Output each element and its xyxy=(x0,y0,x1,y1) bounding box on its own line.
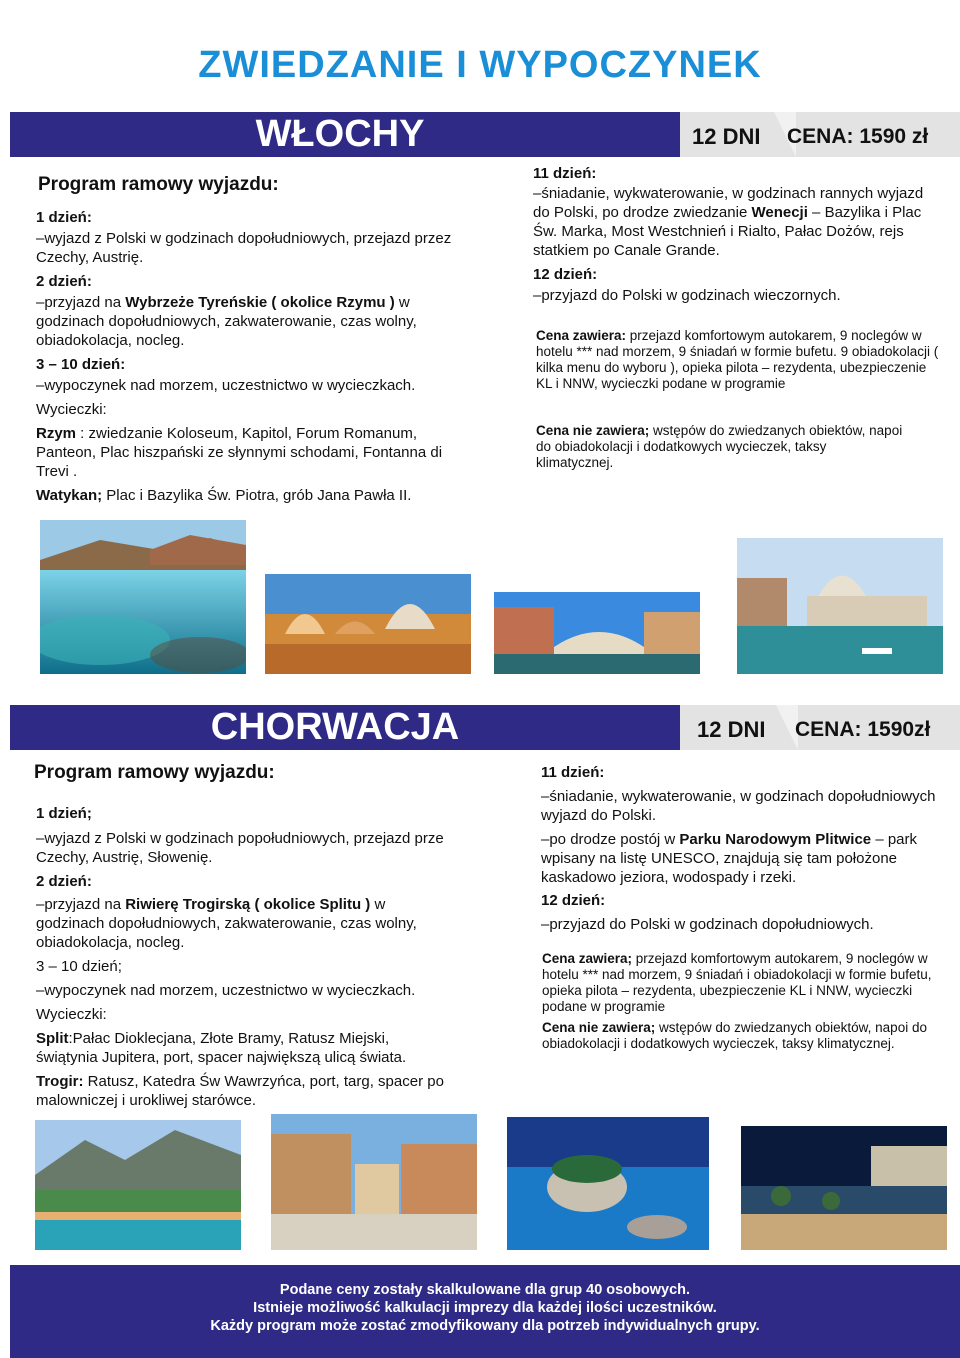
croatia-plitvice-text: –po drodze postój w Parku Narodowym Plitwice – park wpisany na listę UNESCO, znajdują się tam położone kaskadowo jeziora, wodospady i rzeki. xyxy=(541,831,918,886)
italy-vatican-text: Watykan; Plac i Bazylika Św. Piotra, grób Jana Pawła II. xyxy=(36,487,412,504)
italy-rome-text: Rzym : zwiedzanie Koloseum, Kapitol, Forum Romanum, Panteon, Plac hiszpański ze słynnymi schodami, Fontanna di Trevi . xyxy=(36,425,443,480)
italy-days: 12 DNI xyxy=(692,124,761,149)
croatia-price-excludes: Cena nie zawiera; wstępów do zwiedzanych obiektów, napoi do obiadokolacji i dodatkowych wycieczek, taksy klimatycznej. xyxy=(542,1020,927,1051)
croatia-day12-text: –przyjazd do Polski w godzinach dopołudniowych. xyxy=(541,916,874,933)
croatia-day11-text: –śniadanie, wykwaterowanie, w godzinach dopołudniowych wyjazd do Polski. xyxy=(541,788,936,824)
croatia-program-heading: Program ramowy wyjazdu: xyxy=(34,762,275,783)
footer-line-1: Podane ceny zostały skalkulowane dla grup 40 osobowych. xyxy=(279,1282,691,1298)
croatia-split-text: Split:Pałac Dioklecjana, Złote Bramy, Ratusz Miejski, świątynia Jupitera, port, spacer największą ulicą świata. xyxy=(36,1030,407,1066)
croatia-country-title: CHORWACJA xyxy=(210,706,460,748)
italy-photo-rome xyxy=(265,574,471,674)
italy-day11-label: 11 dzień: xyxy=(533,165,597,182)
italy-day1-text: –wyjazd z Polski w godzinach dopołudniowych, przejazd przez Czechy, Austrię. xyxy=(36,230,452,266)
croatia-day1-text: –wyjazd z Polski w godzinach popołudniowych, przejazd prze Czechy, Austrię, Słowenię. xyxy=(36,830,444,866)
italy-day3-label: 3 – 10 dzień: xyxy=(36,356,126,373)
italy-day11-text: –śniadanie, wykwaterowanie, w godzinach rannych wyjazd do Polski, po drodze zwiedzanie Wenecji – Bazylika i Plac Św. Marka, Most Westchnień i Rialto, Pałac Dożów, rejs statkiem po Canale Grande. xyxy=(533,185,924,259)
italy-day3-text: –wypoczynek nad morzem, uczestnictwo w wycieczkach. xyxy=(36,377,416,394)
croatia-day11-label: 11 dzień: xyxy=(541,764,605,781)
italy-price: CENA: 1590 zł xyxy=(787,125,929,148)
footer-banner xyxy=(10,1265,960,1358)
footer-line-2: Istnieje możliwość kalkulacji imprezy dla każdej ilości uczestników. xyxy=(253,1300,717,1316)
footer-line-3: Każdy program może zostać zmodyfikowany dla potrzeb indywidualnych grupy. xyxy=(210,1318,760,1334)
italy-program-right xyxy=(533,164,933,305)
italy-program-left xyxy=(36,208,456,505)
croatia-photo-promenade xyxy=(741,1126,947,1250)
croatia-days: 12 DNI xyxy=(697,717,766,742)
italy-price-includes: Cena zawiera: przejazd komfortowym autokarem, 9 noclegów w hotelu *** nad morzem, 9 śniadań w formie bufetu. 9 obiadokolacji ( kilka menu do wyboru ), opieka pilota – rezydenta, ubezpieczenie KL i NNW, wycieczki podane w programie xyxy=(536,328,939,391)
croatia-photo-beach xyxy=(35,1120,241,1250)
croatia-photo-split xyxy=(271,1114,477,1250)
italy-photo-rialto xyxy=(494,592,700,674)
croatia-day1-label: 1 dzień; xyxy=(36,805,92,822)
italy-photo-venice xyxy=(737,538,943,674)
italy-day2-label: 2 dzień: xyxy=(36,273,92,290)
croatia-day12-label: 12 dzień: xyxy=(541,892,606,909)
croatia-program-right xyxy=(541,763,951,934)
croatia-day2-text: –przyjazd na Riwierę Trogirską ( okolice Splitu ) w godzinach dopołudniowych, zakwaterowanie, czas wolny, obiadokolacja, nocleg. xyxy=(36,896,417,951)
italy-day12-text: –przyjazd do Polski w godzinach wieczornych. xyxy=(533,287,841,304)
croatia-day3-label: 3 – 10 dzień; xyxy=(36,958,122,975)
italy-excursions-label: Wycieczki: xyxy=(36,401,107,418)
italy-country-title: WŁOCHY xyxy=(255,113,425,155)
croatia-trogir-text: Trogir: Ratusz, Katedra Św Wawrzyńca, port, targ, spacer po malowniczej i urokliwej starówce. xyxy=(36,1073,444,1109)
italy-photo-coast xyxy=(40,520,246,674)
croatia-price: CENA: 1590zł xyxy=(795,718,931,741)
croatia-program-left xyxy=(36,804,446,1110)
italy-day1-label: 1 dzień: xyxy=(36,209,92,226)
italy-price-excludes: Cena nie zawiera; wstępów do zwiedzanych obiektów, napoi do obiadokolacji i dodatkowych wycieczek, taksy klimatycznej. xyxy=(536,423,903,470)
croatia-day2-label: 2 dzień: xyxy=(36,873,92,890)
page-title: ZWIEDZANIE I WYPOCZYNEK xyxy=(198,44,762,86)
italy-program-heading: Program ramowy wyjazdu: xyxy=(38,174,279,195)
croatia-excursions-label: Wycieczki: xyxy=(36,1006,107,1023)
italy-day12-label: 12 dzień: xyxy=(533,266,598,283)
croatia-day3-text: –wypoczynek nad morzem, uczestnictwo w wycieczkach. xyxy=(36,982,416,999)
italy-day2-text: –przyjazd na Wybrzeże Tyreńskie ( okolice Rzymu ) w godzinach dopołudniowych, zakwaterowanie, czas wolny, obiadokolacja, nocleg. xyxy=(36,294,417,349)
croatia-price-includes: Cena zawiera; przejazd komfortowym autokarem, 9 noclegów w hotelu *** nad morzem, 9 śniadań i obiadokolacji w formie bufetu, opieka pilota – rezydenta, ubezpieczenie KL i NNW, wycieczki podane w programie xyxy=(542,951,932,1014)
croatia-photo-island xyxy=(507,1117,709,1250)
